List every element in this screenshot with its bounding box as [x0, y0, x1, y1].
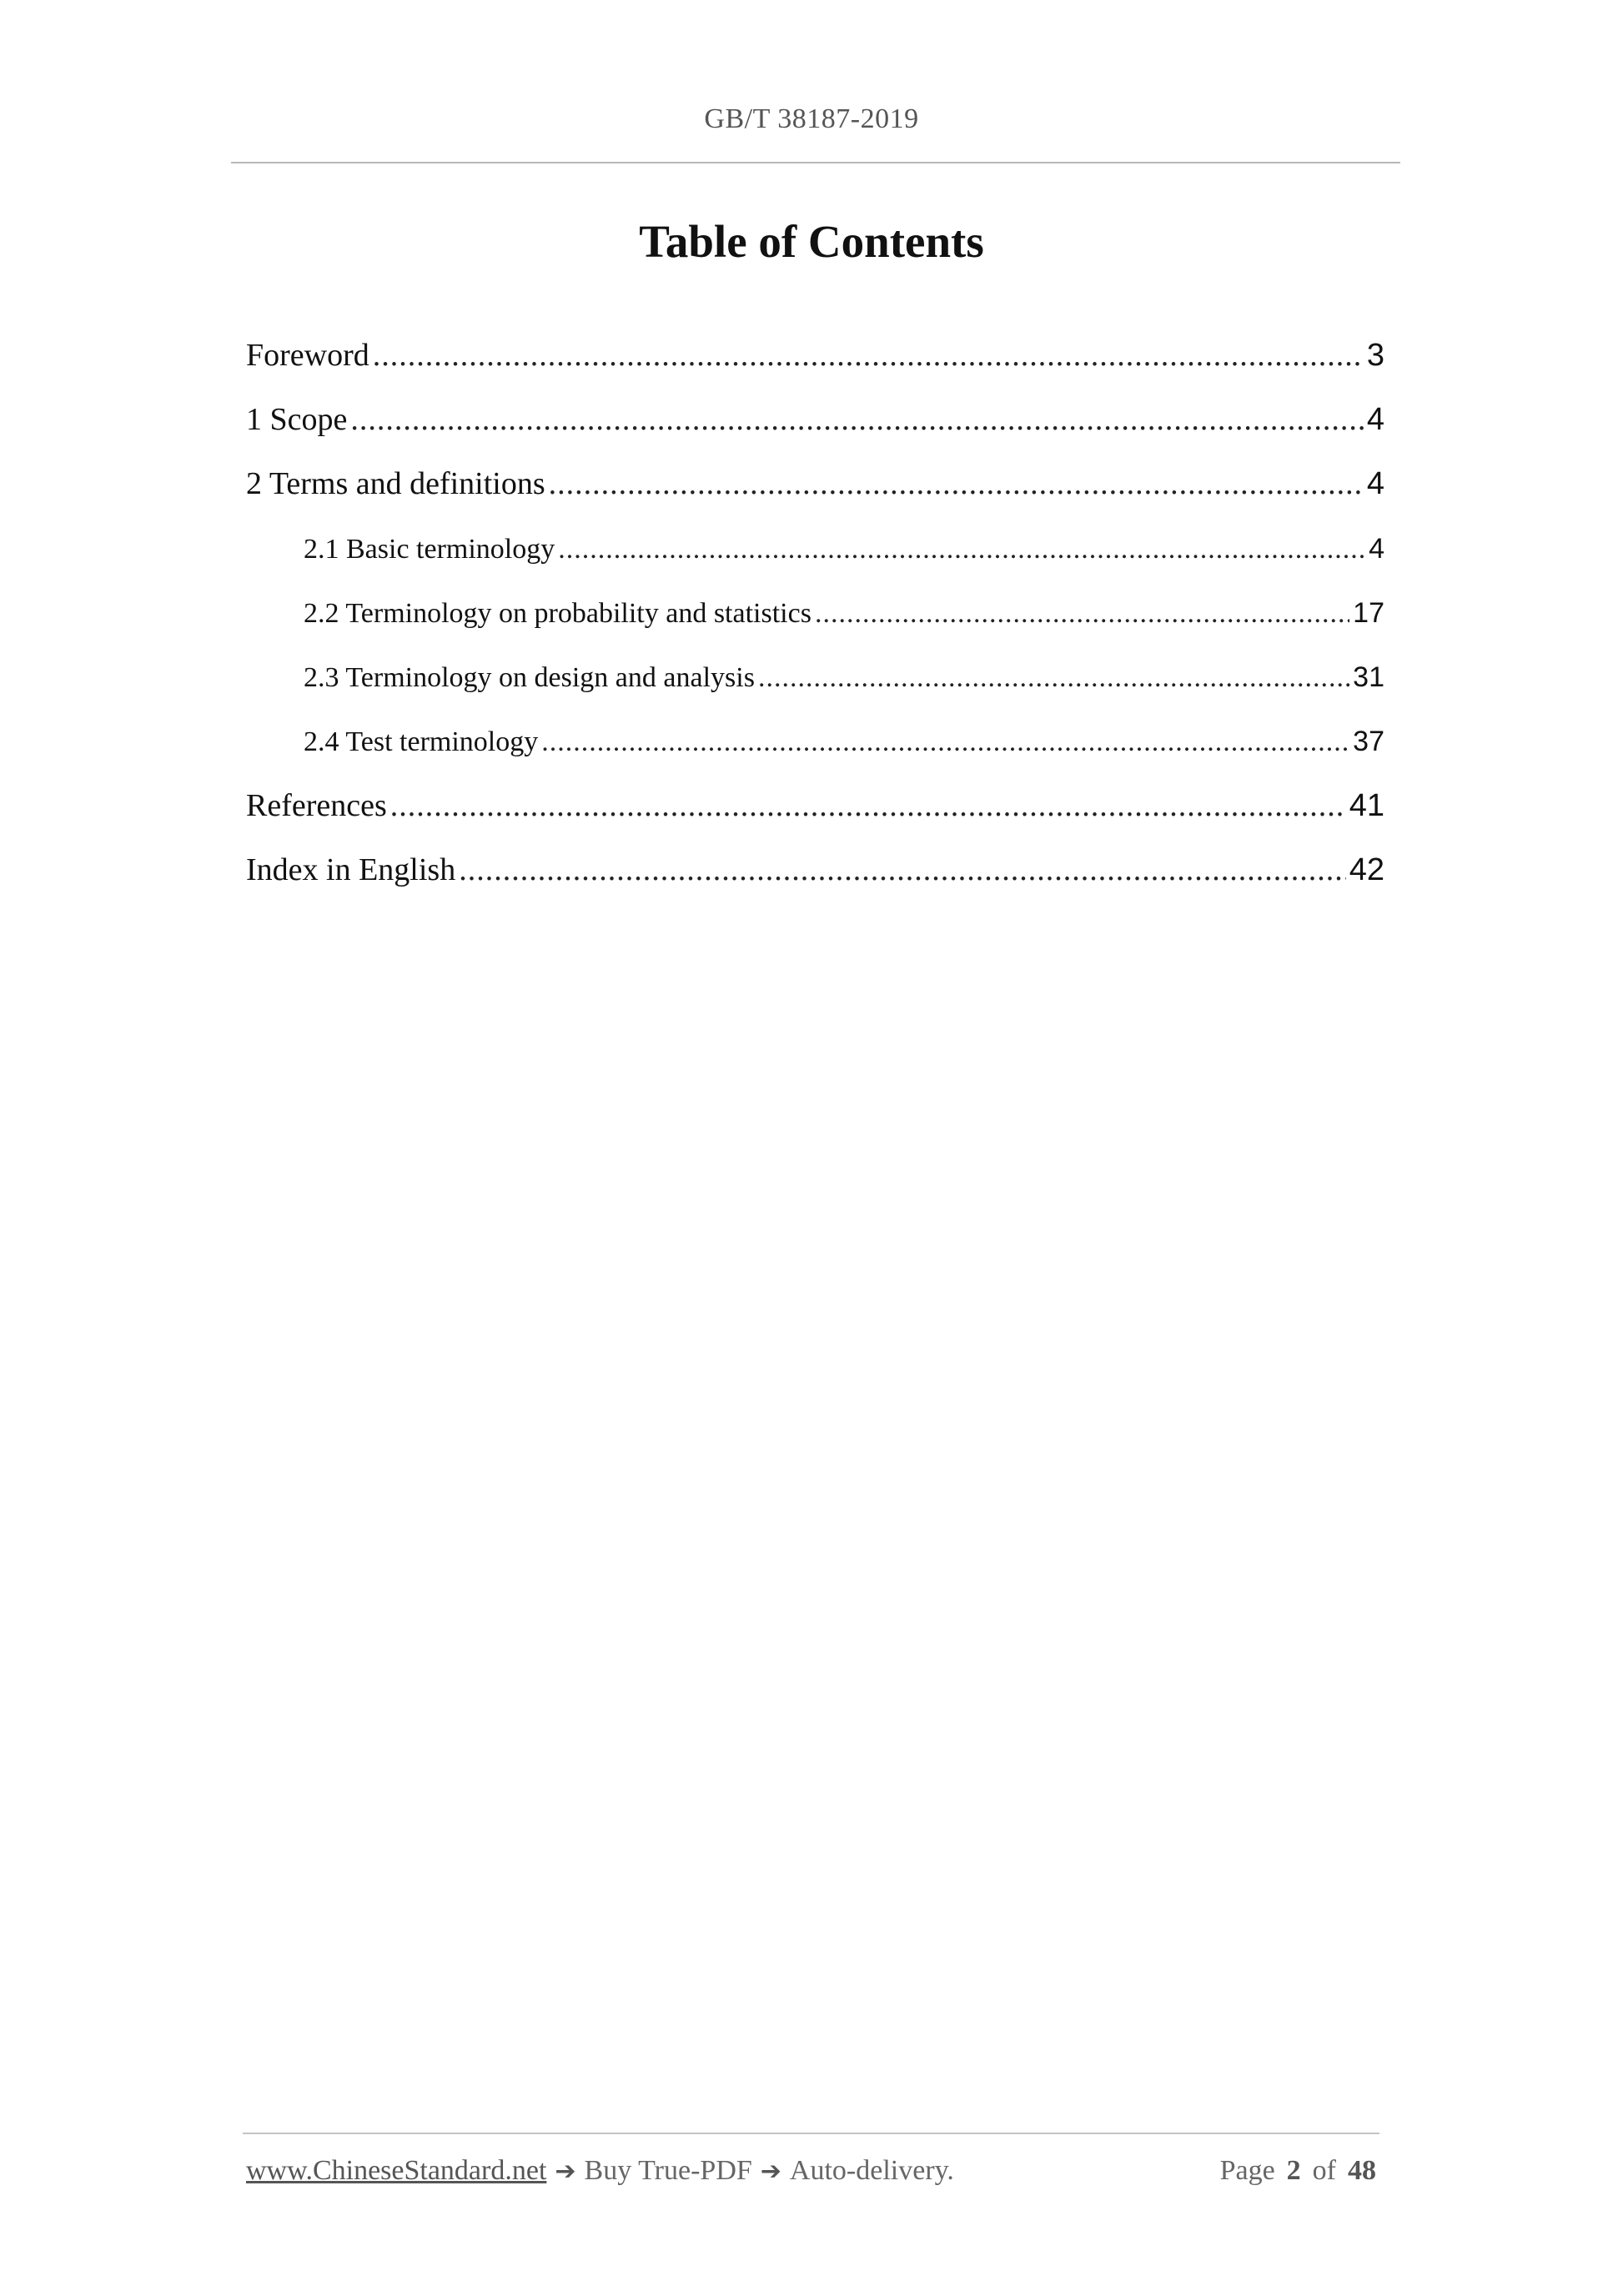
- toc-entry-design-analysis[interactable]: [304, 661, 1384, 694]
- toc-entry-page: 31: [1353, 661, 1384, 693]
- toc-entry-page: 17: [1353, 597, 1384, 629]
- toc-entry-title: 2 Terms and definitions: [246, 466, 545, 501]
- footer-step-buy: Buy True-PDF: [584, 2155, 752, 2186]
- toc-entry-index-in-english[interactable]: [246, 852, 1384, 888]
- current-page: 2: [1286, 2155, 1301, 2186]
- toc-entry-test-terminology[interactable]: [304, 726, 1384, 758]
- total-pages: 48: [1348, 2155, 1376, 2186]
- footer-step-delivery: Auto-delivery.: [789, 2155, 954, 2186]
- toc-dot-leader: [758, 662, 1349, 694]
- toc-dot-leader: [815, 598, 1349, 630]
- toc-entry-foreword[interactable]: [246, 337, 1384, 374]
- toc-entry-title: 2.4 Test terminology: [304, 726, 539, 757]
- toc-entry-basic-terminology[interactable]: [304, 533, 1384, 565]
- right-arrow-icon: ➔: [555, 2157, 576, 2186]
- footer-purchase-line: [246, 2155, 954, 2187]
- page-number: [1220, 2155, 1376, 2187]
- toc-entry-terms-and-definitions[interactable]: [246, 465, 1384, 502]
- toc-dot-leader: [549, 465, 1364, 502]
- toc-dot-leader: [373, 337, 1364, 374]
- toc-dot-leader: [350, 401, 1363, 438]
- toc-entry-references[interactable]: [246, 787, 1384, 824]
- page-label: Page: [1219, 2155, 1275, 2186]
- website-link[interactable]: www.ChineseStandard.net: [246, 2155, 547, 2186]
- toc-entry-title: Foreword: [246, 338, 369, 373]
- toc-dot-leader: [541, 726, 1349, 758]
- toc-entry-title: 2.3 Terminology on design and analysis: [304, 662, 755, 693]
- toc-dot-leader: [390, 787, 1346, 824]
- toc-entry-probability-statistics[interactable]: [304, 597, 1384, 630]
- toc-entry-page: 42: [1349, 852, 1384, 887]
- toc-entry-title: 1 Scope: [246, 402, 348, 437]
- toc-entry-title: Index in English: [246, 852, 456, 887]
- toc-entry-title: References: [246, 788, 387, 823]
- toc-entry-page: 37: [1353, 726, 1384, 757]
- page-title: Table of Contents: [639, 216, 984, 267]
- document-header: GB/T 38187-2019: [704, 103, 919, 134]
- right-arrow-icon: ➔: [760, 2157, 781, 2186]
- toc-entry-title: 2.1 Basic terminology: [304, 534, 555, 565]
- toc-entry-page: 4: [1369, 533, 1384, 565]
- toc-entry-page: 3: [1366, 338, 1384, 373]
- toc-entry-scope[interactable]: [246, 401, 1384, 438]
- footer-divider: [243, 2133, 1379, 2134]
- page-of-label: of: [1312, 2155, 1336, 2186]
- toc-entry-page: 41: [1349, 788, 1384, 823]
- toc-entry-page: 4: [1366, 466, 1384, 501]
- header-divider: [231, 162, 1400, 163]
- toc-dot-leader: [459, 852, 1346, 888]
- toc-entry-page: 4: [1366, 402, 1384, 437]
- page-footer: [246, 2155, 1376, 2187]
- toc-entry-title: 2.2 Terminology on probability and statistics: [304, 598, 812, 629]
- toc-dot-leader: [558, 534, 1365, 565]
